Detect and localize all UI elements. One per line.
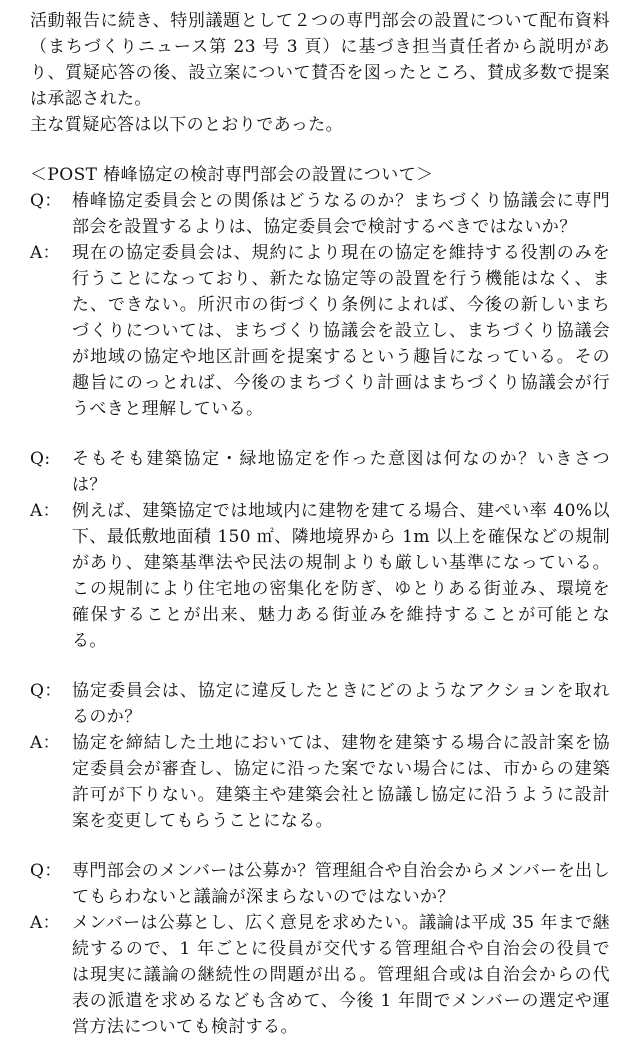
answer-label: A：	[30, 733, 61, 753]
question-2	[30, 446, 610, 498]
answer-text: 例えば、建築協定では地域内に建物を建てる場合、建ぺい率 40%以下、最低敷地面積 150 ㎡、隣地境界から 1m 以上を確保などの規制があり、建築基準法や民法の規制よりも厳しい基準になっている。この規制により住宅地の密集化を防ぎ、ゆとりある街並み、環境を確保することが出来、魅力ある街並みを維持することが可能となる。	[72, 501, 610, 651]
question-label: Q：	[30, 681, 62, 701]
answer-text: メンバーは公募とし、広く意見を求めたい。議論は平成 35 年まで継続するので、1 年ごとに役員が交代する管理組合や自治会の役員では現実に議論の継続性の問題が出る。管理組合或は自治会からの代表の派遣を求めるなども含めて、今後 1 年間でメンバーの選定や運営方法についても検討する。	[72, 913, 610, 1037]
answer-label: A：	[30, 501, 61, 521]
document-page	[30, 8, 610, 1040]
question-3	[30, 678, 610, 730]
answer-3	[30, 730, 610, 834]
intro-summary: 主な質疑応答は以下のとおりであった。	[30, 115, 344, 135]
spacer	[30, 422, 610, 446]
answer-text: 現在の協定委員会は、規約により現在の協定を維持する役割のみを行うことになっており、新たな協定等の設置を行う機能はなく、また、できない。所沢市の街づくり条例によれば、今後の新しいまちづくりについては、まちづくり協議会を設立し、まちづくり協議会が地域の協定や地区計画を提案するという趣旨になっている。その趣旨にのっとれば、今後のまちづくり計画はまちづくり協議会が行うべきと理解している。	[72, 243, 610, 419]
question-label: Q：	[30, 191, 62, 211]
answer-text: 協定を締結した土地においては、建物を建築する場合に設計案を協定委員会が審査し、協定に沿った案でない場合には、市からの建築許可が下りない。建築主や建築会社と協議し協定に沿うように設計案を変更してもらうことになる。	[72, 733, 610, 831]
question-text: 協定委員会は、協定に違反したときにどのようなアクションを取れるのか？	[72, 681, 610, 727]
question-1	[30, 188, 610, 240]
spacer	[30, 138, 610, 162]
spacer	[30, 834, 610, 858]
question-text: 専門部会のメンバーは公募か？管理組合や自治会からメンバーを出してもらわないと議論が深まらないのではないか？	[72, 861, 610, 907]
spacer	[30, 654, 610, 678]
question-text: 椿峰協定委員会との関係はどうなるのか？まちづくり協議会に専門部会を設置するよりは、協定委員会で検討するべきではないか？	[72, 191, 610, 237]
question-text: そもそも建築協定・緑地協定を作った意図は何なのか？いきさつは？	[72, 449, 610, 495]
answer-2	[30, 498, 610, 654]
answer-1	[30, 240, 610, 422]
answer-label: A：	[30, 913, 61, 933]
section-title: ＜POST 椿峰協定の検討専門部会の設置について＞	[30, 165, 434, 185]
answer-4	[30, 910, 610, 1040]
question-label: Q：	[30, 861, 62, 881]
question-4	[30, 858, 610, 910]
answer-label: A：	[30, 243, 61, 263]
question-label: Q:	[30, 449, 51, 469]
intro-paragraph: 活動報告に続き、特別議題として２つの専門部会の設置について配布資料（まちづくりニュース第 23 号 3 頁）に基づき担当責任者から説明があり、質疑応答の後、設立案について賛否を図ったところ、賛成多数で提案は承認された。	[30, 11, 610, 109]
